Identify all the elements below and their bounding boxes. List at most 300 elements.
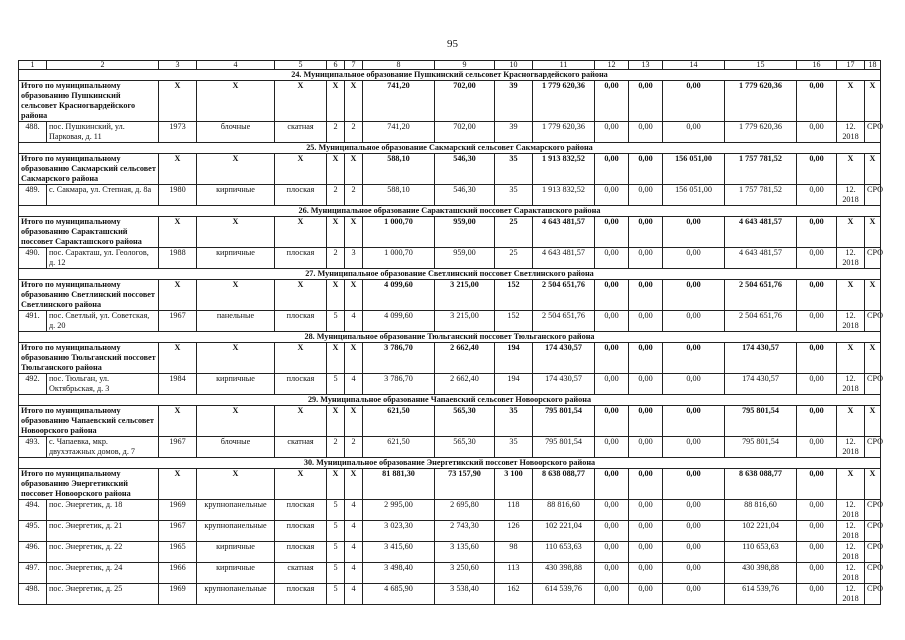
address-cell: пос. Энергетик, д. 22 — [47, 542, 159, 563]
total-cell: 4 099,60 — [363, 280, 435, 311]
table-cell: 118 — [495, 500, 533, 521]
column-header-row — [19, 61, 881, 70]
table-cell: 0,00 — [797, 122, 837, 143]
total-cell: 0,00 — [595, 406, 629, 437]
table-cell: 741,20 — [363, 122, 435, 143]
total-cell: X — [197, 217, 275, 248]
total-cell: X — [865, 280, 881, 311]
total-cell: 194 — [495, 343, 533, 374]
table-cell: 959,00 — [435, 248, 495, 269]
total-cell: 0,00 — [595, 280, 629, 311]
table-cell: 102 221,04 — [533, 521, 595, 542]
table-cell: 174 430,57 — [725, 374, 797, 395]
total-cell: 959,00 — [435, 217, 495, 248]
table-cell: 546,30 — [435, 185, 495, 206]
table-cell: 5 — [327, 542, 345, 563]
total-cell: 35 — [495, 406, 533, 437]
column-header: 4 — [197, 61, 275, 70]
total-cell: 35 — [495, 154, 533, 185]
total-cell: X — [197, 469, 275, 500]
total-cell: 73 157,90 — [435, 469, 495, 500]
total-cell: 0,00 — [663, 406, 725, 437]
total-label: Итого по муниципальному образованию Пушкинский сельсовет Красногвардейского района — [19, 81, 159, 122]
table-cell: кирпичные — [197, 374, 275, 395]
table-cell: 1 757 781,52 — [725, 185, 797, 206]
column-header: 7 — [345, 61, 363, 70]
table-cell: 12. 2018 — [837, 563, 865, 584]
table-cell: 614 539,76 — [725, 584, 797, 605]
table-cell: 0,00 — [663, 521, 725, 542]
total-cell: 81 881,30 — [363, 469, 435, 500]
table-cell: 0,00 — [663, 500, 725, 521]
total-cell: X — [327, 217, 345, 248]
total-cell: X — [197, 81, 275, 122]
table-cell: 490. — [19, 248, 47, 269]
total-cell: 0,00 — [797, 154, 837, 185]
address-cell: пос. Энергетик, д. 25 — [47, 584, 159, 605]
total-cell: X — [327, 343, 345, 374]
address-cell: с. Чапаевка, мкр. двухэтажных домов, д. 7 — [47, 437, 159, 458]
table-cell: 0,00 — [629, 248, 663, 269]
total-cell: X — [837, 217, 865, 248]
table-cell: 2 662,40 — [435, 374, 495, 395]
table-cell: 0,00 — [595, 584, 629, 605]
column-header: 15 — [725, 61, 797, 70]
total-cell: 741,20 — [363, 81, 435, 122]
table-cell: 1967 — [159, 437, 197, 458]
table-cell: панельные — [197, 311, 275, 332]
table-cell: 4 — [345, 311, 363, 332]
total-cell: 3 786,70 — [363, 343, 435, 374]
total-cell: 0,00 — [595, 343, 629, 374]
address-cell: пос. Энергетик, д. 21 — [47, 521, 159, 542]
total-cell: X — [345, 343, 363, 374]
table-cell: 0,00 — [629, 437, 663, 458]
table-row — [19, 311, 881, 332]
total-cell: X — [327, 469, 345, 500]
table-cell: 0,00 — [663, 584, 725, 605]
table-cell: 3 415,60 — [363, 542, 435, 563]
table-cell: 2 504 651,76 — [725, 311, 797, 332]
table-cell: 1966 — [159, 563, 197, 584]
table-row — [19, 542, 881, 563]
total-cell: X — [275, 81, 327, 122]
total-cell: 2 662,40 — [435, 343, 495, 374]
table-cell: 4 — [345, 500, 363, 521]
table-cell: 491. — [19, 311, 47, 332]
table-cell: 88 816,60 — [725, 500, 797, 521]
table-cell: 110 653,63 — [725, 542, 797, 563]
table-cell: 3 786,70 — [363, 374, 435, 395]
total-cell: X — [159, 343, 197, 374]
total-row — [19, 280, 881, 311]
table-cell: 156 051,00 — [663, 185, 725, 206]
total-cell: X — [865, 469, 881, 500]
section-title: 25. Муниципальное образование Сакмарский сельсовет Сакмарского района — [19, 143, 881, 154]
total-cell: 0,00 — [797, 217, 837, 248]
total-cell: X — [197, 343, 275, 374]
total-cell: X — [159, 217, 197, 248]
table-cell: скатная — [275, 563, 327, 584]
column-header: 13 — [629, 61, 663, 70]
table-cell: 0,00 — [663, 248, 725, 269]
table-cell: кирпичные — [197, 563, 275, 584]
table-cell: 5 — [327, 584, 345, 605]
total-label: Итого по муниципальному образованию Саракташский поссовет Саракташского района — [19, 217, 159, 248]
table-row — [19, 584, 881, 605]
table-cell: СРО — [865, 500, 881, 521]
table-cell: 2 — [327, 437, 345, 458]
total-cell: X — [327, 280, 345, 311]
total-cell: X — [837, 81, 865, 122]
total-cell: X — [837, 154, 865, 185]
table-row — [19, 500, 881, 521]
table-row — [19, 374, 881, 395]
total-cell: 565,30 — [435, 406, 495, 437]
table-cell: 12. 2018 — [837, 437, 865, 458]
address-cell: пос. Энергетик, д. 24 — [47, 563, 159, 584]
total-row — [19, 154, 881, 185]
table-cell: 614 539,76 — [533, 584, 595, 605]
address-cell: пос. Энергетик, д. 18 — [47, 500, 159, 521]
table-cell: 1973 — [159, 122, 197, 143]
table-cell: 0,00 — [595, 563, 629, 584]
table-cell: 0,00 — [595, 437, 629, 458]
column-header: 14 — [663, 61, 725, 70]
data-table — [18, 60, 884, 605]
table-cell: 0,00 — [797, 437, 837, 458]
table-cell: 5 — [327, 311, 345, 332]
table-cell: 702,00 — [435, 122, 495, 143]
column-header: 1 — [19, 61, 47, 70]
column-header: 12 — [595, 61, 629, 70]
total-cell: X — [275, 469, 327, 500]
table-cell: 0,00 — [595, 374, 629, 395]
total-cell: X — [345, 280, 363, 311]
table-cell: СРО — [865, 521, 881, 542]
table-cell: 3 498,40 — [363, 563, 435, 584]
table-cell: 0,00 — [629, 185, 663, 206]
column-header: 6 — [327, 61, 345, 70]
total-row — [19, 343, 881, 374]
table-cell: 496. — [19, 542, 47, 563]
total-row — [19, 406, 881, 437]
table-cell: 4 — [345, 374, 363, 395]
table-cell: 4 643 481,57 — [725, 248, 797, 269]
table-cell: СРО — [865, 542, 881, 563]
section-title: 28. Муниципальное образование Тюльганский поссовет Тюльганского района — [19, 332, 881, 343]
column-header: 17 — [837, 61, 865, 70]
table-cell: 12. 2018 — [837, 374, 865, 395]
table-cell: 1969 — [159, 500, 197, 521]
table-cell: 5 — [327, 521, 345, 542]
table-row — [19, 122, 881, 143]
total-cell: X — [159, 280, 197, 311]
table-cell: 498. — [19, 584, 47, 605]
table-cell: блочные — [197, 122, 275, 143]
table-cell: плоская — [275, 311, 327, 332]
total-cell: 3 215,00 — [435, 280, 495, 311]
table-cell: 2 — [345, 122, 363, 143]
total-cell: 2 504 651,76 — [533, 280, 595, 311]
table-cell: плоская — [275, 374, 327, 395]
table-cell: 0,00 — [663, 542, 725, 563]
table-cell: СРО — [865, 374, 881, 395]
table-cell: 0,00 — [595, 500, 629, 521]
table-cell: 0,00 — [797, 563, 837, 584]
table-cell: 25 — [495, 248, 533, 269]
total-cell: 152 — [495, 280, 533, 311]
column-header: 16 — [797, 61, 837, 70]
table-cell: 0,00 — [595, 185, 629, 206]
table-cell: 493. — [19, 437, 47, 458]
total-cell: 0,00 — [663, 343, 725, 374]
total-cell: 0,00 — [797, 469, 837, 500]
total-cell: 1 757 781,52 — [725, 154, 797, 185]
table-cell: 12. 2018 — [837, 185, 865, 206]
total-cell: X — [345, 154, 363, 185]
column-header: 3 — [159, 61, 197, 70]
table-cell: 2 504 651,76 — [533, 311, 595, 332]
total-cell: 0,00 — [629, 280, 663, 311]
total-cell: 0,00 — [595, 154, 629, 185]
total-cell: 0,00 — [663, 280, 725, 311]
total-cell: X — [345, 406, 363, 437]
table-row — [19, 521, 881, 542]
table-cell: 5 — [327, 563, 345, 584]
total-cell: 0,00 — [629, 81, 663, 122]
table-cell: крупнопанельные — [197, 584, 275, 605]
total-cell: 174 430,57 — [533, 343, 595, 374]
total-cell: 4 643 481,57 — [533, 217, 595, 248]
table-cell: 12. 2018 — [837, 122, 865, 143]
total-cell: X — [837, 469, 865, 500]
table-cell: 0,00 — [663, 374, 725, 395]
table-cell: 2 — [345, 185, 363, 206]
table-cell: 152 — [495, 311, 533, 332]
table-cell: 2 995,00 — [363, 500, 435, 521]
table-cell: 1980 — [159, 185, 197, 206]
total-cell: X — [197, 280, 275, 311]
table-cell: 495. — [19, 521, 47, 542]
total-label: Итого по муниципальному образованию Чапаевский сельсовет Новоорского района — [19, 406, 159, 437]
address-cell: с. Сакмара, ул. Степная, д. 8а — [47, 185, 159, 206]
total-cell: 0,00 — [663, 217, 725, 248]
column-header: 2 — [47, 61, 159, 70]
table-cell: крупнопанельные — [197, 500, 275, 521]
table-cell: 4 — [345, 521, 363, 542]
total-cell: 3 100 — [495, 469, 533, 500]
total-cell: 25 — [495, 217, 533, 248]
table-cell: 0,00 — [629, 584, 663, 605]
total-cell: X — [345, 469, 363, 500]
column-header: 9 — [435, 61, 495, 70]
table-cell: 102 221,04 — [725, 521, 797, 542]
table-cell: 12. 2018 — [837, 521, 865, 542]
total-label: Итого по муниципальному образованию Энергетикский поссовет Новоорского района — [19, 469, 159, 500]
total-cell: X — [275, 217, 327, 248]
section-title-row — [19, 143, 881, 154]
table-cell: плоская — [275, 584, 327, 605]
table-cell: 12. 2018 — [837, 542, 865, 563]
total-cell: X — [197, 154, 275, 185]
table-cell: 0,00 — [797, 584, 837, 605]
table-cell: 0,00 — [595, 542, 629, 563]
table-cell: 0,00 — [797, 248, 837, 269]
table-cell: 0,00 — [663, 311, 725, 332]
total-cell: 0,00 — [629, 469, 663, 500]
table-cell: 4 — [345, 542, 363, 563]
table-row — [19, 248, 881, 269]
total-cell: X — [159, 406, 197, 437]
total-cell: 0,00 — [797, 406, 837, 437]
table-cell: 1 913 832,52 — [533, 185, 595, 206]
table-cell: 0,00 — [595, 248, 629, 269]
table-cell: 1965 — [159, 542, 197, 563]
table-cell: 1 779 620,36 — [533, 122, 595, 143]
table-cell: 0,00 — [629, 563, 663, 584]
table-cell: 110 653,63 — [533, 542, 595, 563]
table-cell: скатная — [275, 122, 327, 143]
table-cell: СРО — [865, 311, 881, 332]
table-cell: 162 — [495, 584, 533, 605]
table-cell: 3 135,60 — [435, 542, 495, 563]
section-title-row — [19, 395, 881, 406]
table-cell: 492. — [19, 374, 47, 395]
table-cell: 1984 — [159, 374, 197, 395]
section-title: 24. Муниципальное образование Пушкинский сельсовет Красногвардейского района — [19, 70, 881, 81]
table-cell: скатная — [275, 437, 327, 458]
table-cell: кирпичные — [197, 248, 275, 269]
total-cell: 0,00 — [629, 343, 663, 374]
table-cell: 2 695,80 — [435, 500, 495, 521]
table-cell: 2 — [327, 185, 345, 206]
total-cell: X — [345, 81, 363, 122]
total-cell: X — [345, 217, 363, 248]
table-cell: 3 538,40 — [435, 584, 495, 605]
table-cell: 0,00 — [797, 500, 837, 521]
table-cell: 1967 — [159, 521, 197, 542]
total-cell: 588,10 — [363, 154, 435, 185]
total-cell: X — [197, 406, 275, 437]
table-cell: кирпичные — [197, 185, 275, 206]
total-cell: 0,00 — [797, 280, 837, 311]
table-cell: СРО — [865, 437, 881, 458]
table-cell: 113 — [495, 563, 533, 584]
total-cell: 0,00 — [595, 217, 629, 248]
total-cell: X — [275, 406, 327, 437]
total-cell: X — [159, 81, 197, 122]
total-cell: X — [865, 406, 881, 437]
table-cell: 621,50 — [363, 437, 435, 458]
table-row — [19, 437, 881, 458]
table-cell: 3 215,00 — [435, 311, 495, 332]
table-cell: 430 398,88 — [533, 563, 595, 584]
table-cell: 0,00 — [797, 311, 837, 332]
total-cell: 0,00 — [629, 406, 663, 437]
total-cell: X — [275, 280, 327, 311]
table-cell: кирпичные — [197, 542, 275, 563]
table-row — [19, 563, 881, 584]
table-cell: СРО — [865, 122, 881, 143]
total-cell: 1 779 620,36 — [725, 81, 797, 122]
table-cell: 489. — [19, 185, 47, 206]
total-cell: 621,50 — [363, 406, 435, 437]
table-cell: 0,00 — [663, 122, 725, 143]
section-title: 30. Муниципальное образование Энергетикский поссовет Новоорского района — [19, 458, 881, 469]
column-header: 5 — [275, 61, 327, 70]
total-cell: 795 801,54 — [533, 406, 595, 437]
total-cell: X — [275, 343, 327, 374]
table-cell: 0,00 — [595, 311, 629, 332]
total-cell: 4 643 481,57 — [725, 217, 797, 248]
table-cell: 0,00 — [629, 374, 663, 395]
address-cell: пос. Саракташ, ул. Геологов, д. 12 — [47, 248, 159, 269]
table-cell: 2 — [327, 248, 345, 269]
table-cell: 4 — [345, 563, 363, 584]
total-cell: 795 801,54 — [725, 406, 797, 437]
total-cell: X — [327, 406, 345, 437]
total-cell: 0,00 — [629, 217, 663, 248]
section-title-row — [19, 458, 881, 469]
total-cell: 8 638 088,77 — [725, 469, 797, 500]
table-cell: крупнопанельные — [197, 521, 275, 542]
total-cell: X — [327, 154, 345, 185]
table-cell: 4 — [345, 584, 363, 605]
total-cell: X — [837, 343, 865, 374]
table-cell: 1 000,70 — [363, 248, 435, 269]
total-cell: 0,00 — [595, 81, 629, 122]
column-header: 11 — [533, 61, 595, 70]
table-cell: 3 250,60 — [435, 563, 495, 584]
total-cell: 0,00 — [797, 343, 837, 374]
table-cell: 5 — [327, 374, 345, 395]
column-header: 8 — [363, 61, 435, 70]
table-cell: СРО — [865, 584, 881, 605]
table-cell: 12. 2018 — [837, 311, 865, 332]
total-cell: X — [275, 154, 327, 185]
total-label: Итого по муниципальному образованию Сакмарский сельсовет Сакмарского района — [19, 154, 159, 185]
column-header: 10 — [495, 61, 533, 70]
table-cell: 0,00 — [595, 521, 629, 542]
table-cell: 12. 2018 — [837, 248, 865, 269]
table-cell: плоская — [275, 542, 327, 563]
table-cell: 0,00 — [797, 542, 837, 563]
table-cell: 5 — [327, 500, 345, 521]
table-cell: 3 023,30 — [363, 521, 435, 542]
table-cell: 488. — [19, 122, 47, 143]
table-cell: 2 — [345, 437, 363, 458]
table-cell: 4 099,60 — [363, 311, 435, 332]
table-cell: 3 — [345, 248, 363, 269]
table-cell: 430 398,88 — [725, 563, 797, 584]
table-cell: 12. 2018 — [837, 500, 865, 521]
table-cell: СРО — [865, 185, 881, 206]
total-cell: 1 000,70 — [363, 217, 435, 248]
table-cell: 0,00 — [629, 521, 663, 542]
section-title: 27. Муниципальное образование Светлинский поссовет Светлинского района — [19, 269, 881, 280]
total-cell: 0,00 — [595, 469, 629, 500]
table-cell: 35 — [495, 185, 533, 206]
address-cell: пос. Светлый, ул. Советская, д. 20 — [47, 311, 159, 332]
total-cell: 1 913 832,52 — [533, 154, 595, 185]
total-cell: 39 — [495, 81, 533, 122]
table-cell: 0,00 — [663, 563, 725, 584]
table-cell: 0,00 — [797, 374, 837, 395]
total-cell: X — [327, 81, 345, 122]
total-row — [19, 81, 881, 122]
total-cell: 702,00 — [435, 81, 495, 122]
